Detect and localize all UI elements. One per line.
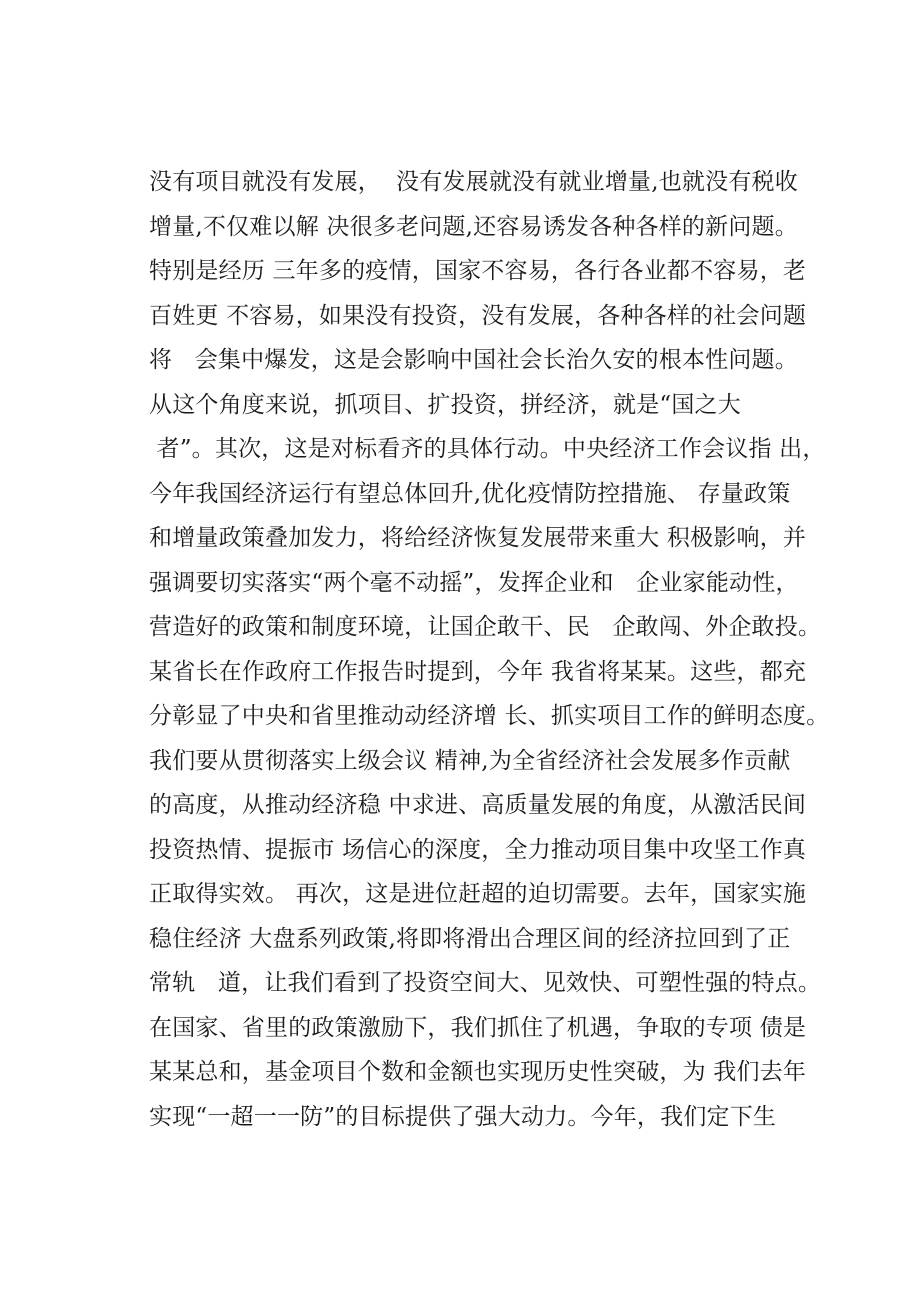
text-line: 和增量政策叠加发力，将给经济恢复发展带来重大 积极影响，并 [149, 525, 807, 551]
text-line: 今年我国经济运行有望总体回升,优化疫情防控措施、 存量政策 [149, 480, 791, 507]
text-line: 营造好的政策和制度环境，让国企敢干、民 企敢闯、外企敢投。 [149, 614, 822, 640]
text-line: 常轨 道，让我们看到了投资空间大、见效快、可塑性强的特点。 [149, 970, 822, 996]
text-line: 正取得实效。 再次，这是进位赶超的迫切需要。去年，国家实施 [149, 881, 807, 907]
text-line: 特别是经历 三年多的疫情，国家不容易，各行各业都不容易，老 [149, 258, 807, 284]
text-line: 分彰显了中央和省里推动动经济增 长、抓实项目工作的鲜明态度。 [149, 703, 830, 729]
text-line: 在国家、省里的政策激励下，我们抓住了机遇，争取的专项 债是 [149, 1014, 807, 1041]
text-line: 将 会集中爆发，这是会影响中国社会长治久安的根本性问题。 [149, 347, 798, 373]
text-line: 从这个角度来说，抓项目、扩投资，拼经济，就是“国之大 [149, 391, 741, 418]
text-line: 实现“一超一一防”的目标提供了强大动力。今年，我们定下生 [149, 1103, 777, 1130]
text-line: 稳住经济 大盘系列政策,将即将滑出合理区间的经济拉回到了正 [149, 925, 791, 952]
body-text [149, 160, 830, 1139]
text-line: 百姓更 不容易，如果没有投资，没有发展，各种各样的社会问题 [149, 302, 807, 329]
text-line: 某省长在作政府工作报告时提到，今年 我省将某某。这些，都充 [149, 658, 807, 685]
text-line: 投资热情、提振市 场信心的深度，全力推动项目集中攻坚工作真 [149, 836, 807, 863]
text-line: 者”。其次，这是对标看齐的具体行动。中央经济工作会议指 出， [149, 436, 826, 462]
text-line: 某某总和，基金项目个数和金额也实现历史性突破，为 我们去年 [149, 1059, 807, 1085]
text-line: 强调要切实落实“两个毫不动摇”，发挥企业和 企业家能动性， [149, 569, 799, 596]
text-line: 我们要从贯彻落实上级会议 精神,为全省经济社会发展多作贡献 [149, 747, 791, 774]
text-line: 增量,不仅难以解 决很多老问题,还容易诱发各种各样的新问题。 [149, 213, 798, 240]
text-line: 的高度，从推动经济稳 中求进、高质量发展的角度，从激活民间 [149, 792, 807, 818]
text-line: 没有项目就没有发展， 没有发展就没有就业增量,也就没有税收 [149, 169, 798, 195]
